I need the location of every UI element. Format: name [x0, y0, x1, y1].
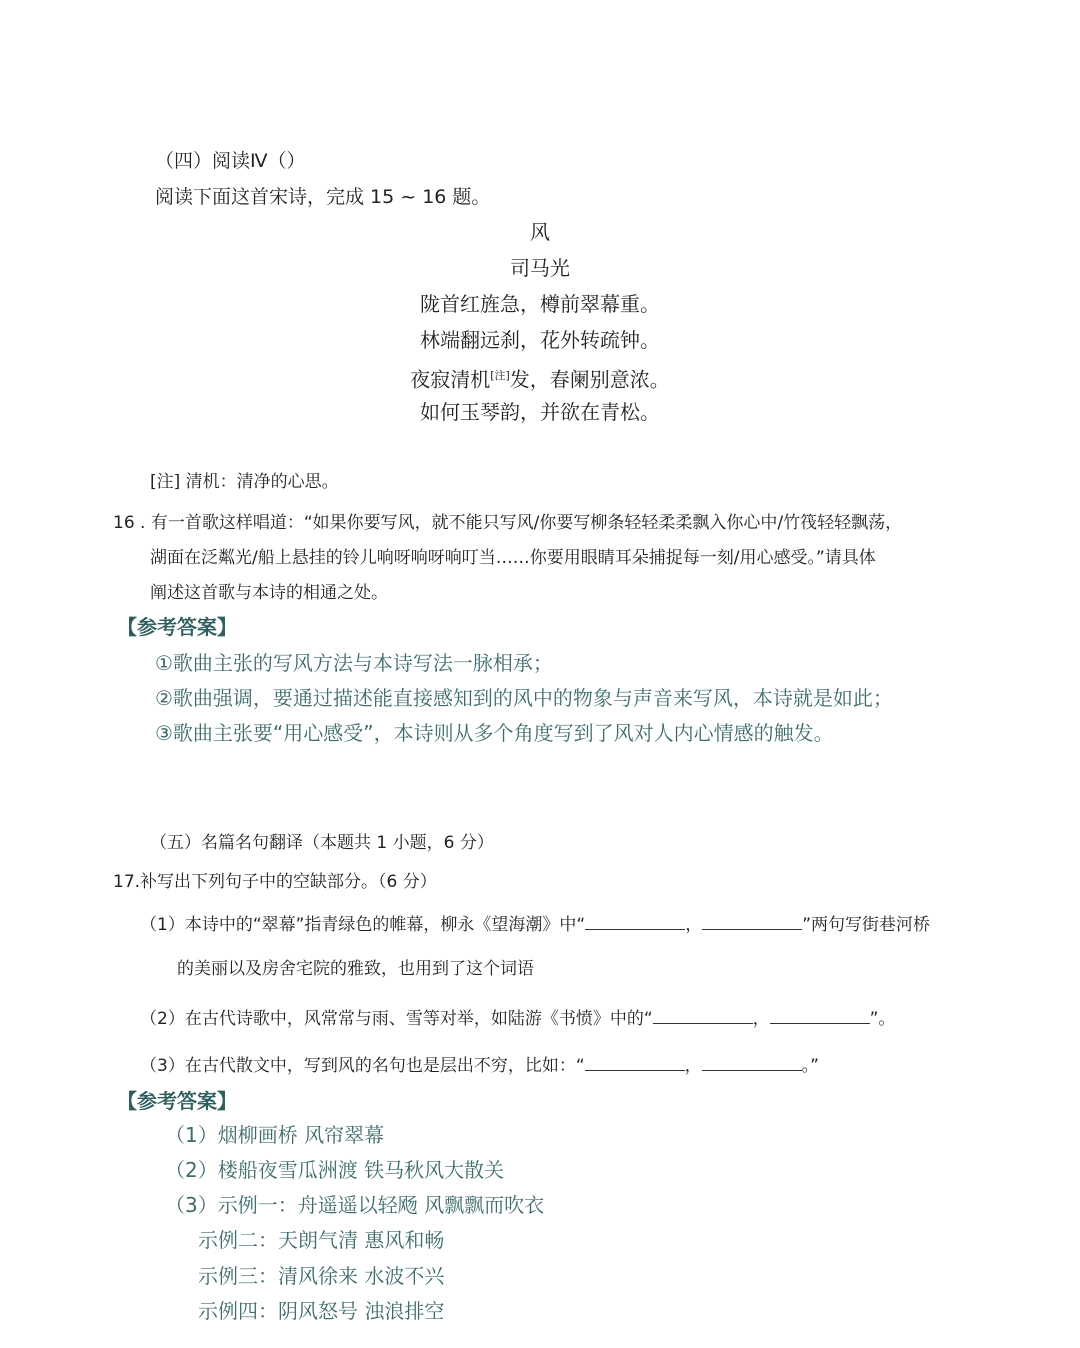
answer-17-example-4: 示例四：阴风怒号 浊浪排空: [198, 1299, 445, 1323]
q17-p2-text-b: ，: [752, 1009, 770, 1029]
answer-17-example-3: 示例三：清风徐来 水波不兴: [198, 1264, 445, 1288]
fill-blank[interactable]: [770, 1005, 870, 1024]
fill-blank[interactable]: [702, 1052, 802, 1071]
q17-p2-text-a: （2）在古代诗歌中，风常常与雨、雪等对举，如陆游《书愤》中的“: [140, 1009, 653, 1029]
poem-line-3-part-b: 发，春阑别意浓。: [509, 367, 670, 392]
answer-17-3: （3）示例一：舟遥遥以轻飏 风飘飘而吹衣: [165, 1193, 545, 1217]
poem-line-1: 陇首红旌急，樽前翠幕重。: [420, 292, 660, 316]
q17-p3-text-c: 。”: [801, 1056, 819, 1076]
poem-line-3: [0, 363, 1080, 393]
section-5-header: （五）名篇名句翻译（本题共 1 小题，6 分）: [150, 833, 494, 853]
poem-title: 风: [530, 220, 550, 244]
question-17-part-2: [140, 1005, 895, 1032]
reference-answer-tag-1: 【参考答案】: [117, 615, 237, 639]
poem-line-4: 如何玉琴韵，并欲在青松。: [420, 400, 660, 424]
fill-blank[interactable]: [702, 911, 802, 930]
question-17-stem: 17.补写出下列句子中的空缺部分。（6 分）: [113, 872, 437, 892]
section-4-header: （四）阅读Ⅳ（）: [155, 150, 306, 172]
q17-p1-text-a: （1）本诗中的“翠幕”指青绿色的帷幕，柳永《望海潮》中“: [140, 915, 586, 935]
fill-blank[interactable]: [585, 911, 685, 930]
q17-p1-text-c: ”两句写街巷河桥: [802, 915, 931, 935]
q17-p1-text-b: ，: [685, 915, 703, 935]
question-16-line-3: 阐述这首歌与本诗的相通之处。: [150, 583, 388, 603]
q17-p3-text-a: （3）在古代散文中，写到风的名句也是层出不穷，比如：“: [140, 1056, 585, 1076]
poem-line-2: 林端翻远刹，花外转疏钟。: [420, 328, 660, 352]
fill-blank[interactable]: [585, 1052, 685, 1071]
poem-author: 司马光: [510, 256, 570, 280]
question-17-part-1: [140, 911, 930, 938]
answer-17-1: （1）烟柳画桥 风帘翠幕: [165, 1123, 385, 1147]
reference-answer-tag-2: 【参考答案】: [117, 1089, 237, 1113]
q17-p3-text-b: ，: [684, 1056, 702, 1076]
poem-line-3-part-a: 夜寂清机: [410, 367, 491, 392]
answer-16-point-1: ①歌曲主张的写风方法与本诗写法一脉相承；: [155, 651, 553, 675]
question-16-line-1: 16 . 有一首歌这样唱道：“如果你要写风，就不能只写风/你要写柳条轻轻柔柔飘入你心中/竹筏轻轻飘荡，: [113, 513, 903, 533]
answer-17-2: （2）楼船夜雪瓜洲渡 铁马秋风大散关: [165, 1158, 505, 1182]
fill-blank[interactable]: [653, 1005, 753, 1024]
answer-16-point-2: ②歌曲强调，要通过描述能直接感知到的风中的物象与声音来写风，本诗就是如此；: [155, 686, 893, 710]
question-16-line-2: 湖面在泛粼光/船上悬挂的铃儿响呀响呀响叮当……你要用眼睛耳朵捕捉每一刻/用心感受。”请具体: [150, 548, 876, 568]
poem-note-marker: [注]: [490, 369, 510, 382]
poem-note: [注] 清机：清净的心思。: [150, 472, 339, 492]
q17-p2-text-c: ”。: [869, 1009, 896, 1029]
question-17-part-1-line-2: 的美丽以及房舍宅院的雅致，也用到了这个词语: [177, 959, 534, 979]
question-17-part-3: [140, 1052, 819, 1079]
section-4-instruction: 阅读下面这首宋诗，完成 15 ~ 16 题。: [155, 186, 491, 208]
answer-16-point-3: ③歌曲主张要“用心感受”，本诗则从多个角度写到了风对人内心情感的触发。: [155, 721, 834, 745]
answer-17-example-2: 示例二：天朗气清 惠风和畅: [198, 1228, 445, 1252]
